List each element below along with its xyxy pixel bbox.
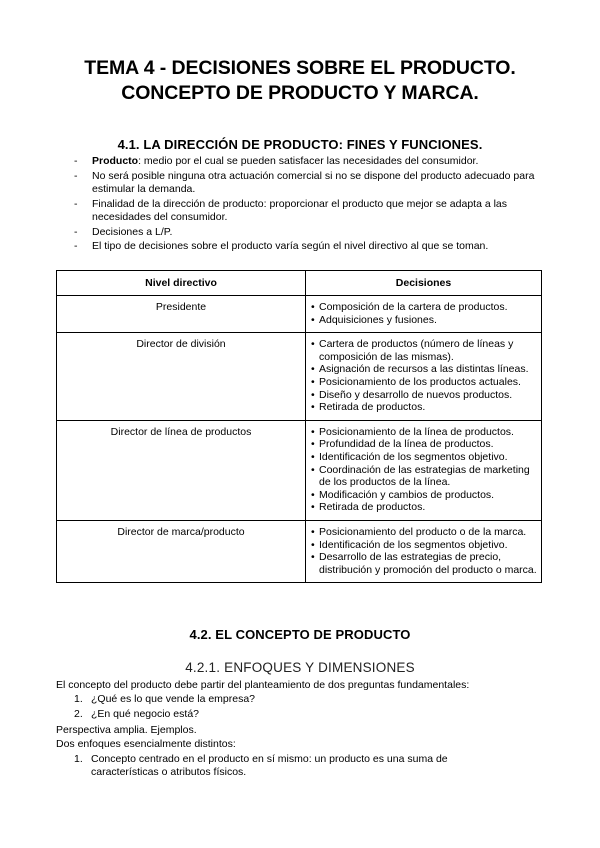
subsection-4-2-1-heading: 4.2.1. ENFOQUES Y DIMENSIONES bbox=[185, 660, 415, 675]
dash-bullet: - bbox=[74, 225, 78, 238]
dash-bullet: - bbox=[74, 197, 78, 210]
decision-item: • Retirada de productos. bbox=[311, 501, 426, 514]
decision-item: • Identificación de los segmentos objetivo. bbox=[311, 538, 508, 551]
section-4-1-list bbox=[72, 155, 542, 255]
header-decisiones: Decisiones bbox=[306, 271, 542, 296]
decision-item: • Composición de la cartera de productos. bbox=[311, 301, 508, 313]
perspective-paragraph: Perspectiva amplia. Ejemplos. bbox=[56, 724, 197, 736]
table-row bbox=[57, 420, 542, 520]
list-item bbox=[72, 226, 542, 239]
decision-item: • Cartera de productos (número de líneas y composición de las mismas). bbox=[311, 338, 514, 363]
table-row bbox=[57, 333, 542, 421]
dash-bullet: - bbox=[74, 155, 78, 167]
document-title bbox=[0, 56, 600, 106]
decisions-list bbox=[311, 338, 537, 414]
decision-item: • Modificación y cambios de productos. bbox=[311, 488, 495, 501]
level-cell: Presidente bbox=[57, 296, 306, 333]
table-row bbox=[57, 296, 542, 333]
decisions-cell bbox=[306, 420, 542, 520]
list-item bbox=[72, 240, 542, 253]
table-header-row bbox=[57, 271, 542, 296]
title-line-2: CONCEPTO DE PRODUCTO Y MARCA. bbox=[121, 82, 479, 104]
level-cell: Director de marca/producto bbox=[57, 520, 306, 582]
list-item bbox=[72, 155, 542, 168]
term-producto: Producto bbox=[92, 155, 139, 167]
decision-item: • Retirada de productos. bbox=[311, 401, 426, 414]
table-row bbox=[57, 520, 542, 582]
item-text: : medio por el cual se pueden satisfacer las necesidades del consumidor. bbox=[138, 155, 479, 167]
item-text: Decisiones a L/P. bbox=[92, 225, 173, 238]
decisions-cell bbox=[306, 296, 542, 333]
item-text: Concepto centrado en el producto en sí mismo: un producto es una suma de características o atributos físicos. bbox=[91, 753, 448, 779]
decision-item: • Posicionamiento de la línea de productos. bbox=[311, 425, 514, 438]
approaches-intro: Dos enfoques esencialmente distintos: bbox=[56, 738, 236, 750]
intro-paragraph: El concepto del producto debe partir del planteamiento de dos preguntas fundamentales: bbox=[56, 679, 470, 691]
decision-item: • Desarrollo de las estrategias de precio, distribución y promoción del producto o marca. bbox=[311, 551, 537, 576]
decisions-list bbox=[311, 426, 537, 514]
decision-item: • Profundidad de la línea de productos. bbox=[311, 438, 494, 451]
dash-bullet: - bbox=[74, 240, 78, 253]
decisions-cell bbox=[306, 333, 542, 421]
list-item: 2. ¿En qué negocio está? bbox=[74, 708, 199, 721]
item-text: El tipo de decisiones sobre el producto varía según el nivel directivo al que se toman. bbox=[92, 240, 489, 253]
header-nivel-directivo: Nivel directivo bbox=[57, 271, 306, 296]
decisions-cell bbox=[306, 520, 542, 582]
approaches-list bbox=[74, 753, 514, 779]
section-4-2-heading: 4.2. EL CONCEPTO DE PRODUCTO bbox=[189, 627, 411, 642]
list-item: 1. ¿Qué es lo que vende la empresa? bbox=[74, 693, 256, 705]
level-cell: Director de división bbox=[57, 333, 306, 421]
item-text: Finalidad de la dirección de producto: proporcionar el producto que mejor se adapta a las necesidades del consumidor. bbox=[92, 197, 508, 223]
section-4-1-heading: 4.1. LA DIRECCIÓN DE PRODUCTO: FINES Y FUNCIONES. bbox=[117, 137, 483, 152]
item-text: No será posible ninguna otra actuación comercial si no se dispone del producto adecuado para estimular la demanda. bbox=[92, 169, 535, 195]
decision-item: • Posicionamiento del producto o de la marca. bbox=[311, 525, 527, 538]
list-item bbox=[72, 170, 542, 196]
list-item bbox=[72, 198, 542, 224]
list-item: 1. Concepto centrado en el producto en sí mismo: un producto es una suma de características o atributos físicos. bbox=[74, 753, 448, 779]
item-text: ¿En qué negocio está? bbox=[91, 708, 199, 721]
decision-item: • Coordinación de las estrategias de marketing de los productos de la línea. bbox=[311, 463, 530, 489]
decision-item: • Diseño y desarrollo de nuevos productos. bbox=[311, 388, 513, 401]
title-line-1: TEMA 4 - DECISIONES SOBRE EL PRODUCTO. bbox=[84, 57, 516, 79]
level-cell: Director de línea de productos bbox=[57, 420, 306, 520]
questions-list bbox=[74, 693, 255, 723]
decision-item: • Identificación de los segmentos objetivo. bbox=[311, 450, 508, 463]
item-text: ¿Qué es lo que vende la empresa? bbox=[91, 693, 256, 705]
decision-item: • Posicionamiento de los productos actuales. bbox=[311, 375, 521, 388]
decision-item: • Adquisiciones y fusiones. bbox=[311, 313, 437, 326]
dash-bullet: - bbox=[74, 169, 78, 182]
decisions-list bbox=[311, 526, 537, 576]
decisions-table bbox=[56, 270, 542, 583]
decision-item: • Asignación de recursos a las distintas líneas. bbox=[311, 363, 529, 376]
decisions-list bbox=[311, 301, 537, 326]
